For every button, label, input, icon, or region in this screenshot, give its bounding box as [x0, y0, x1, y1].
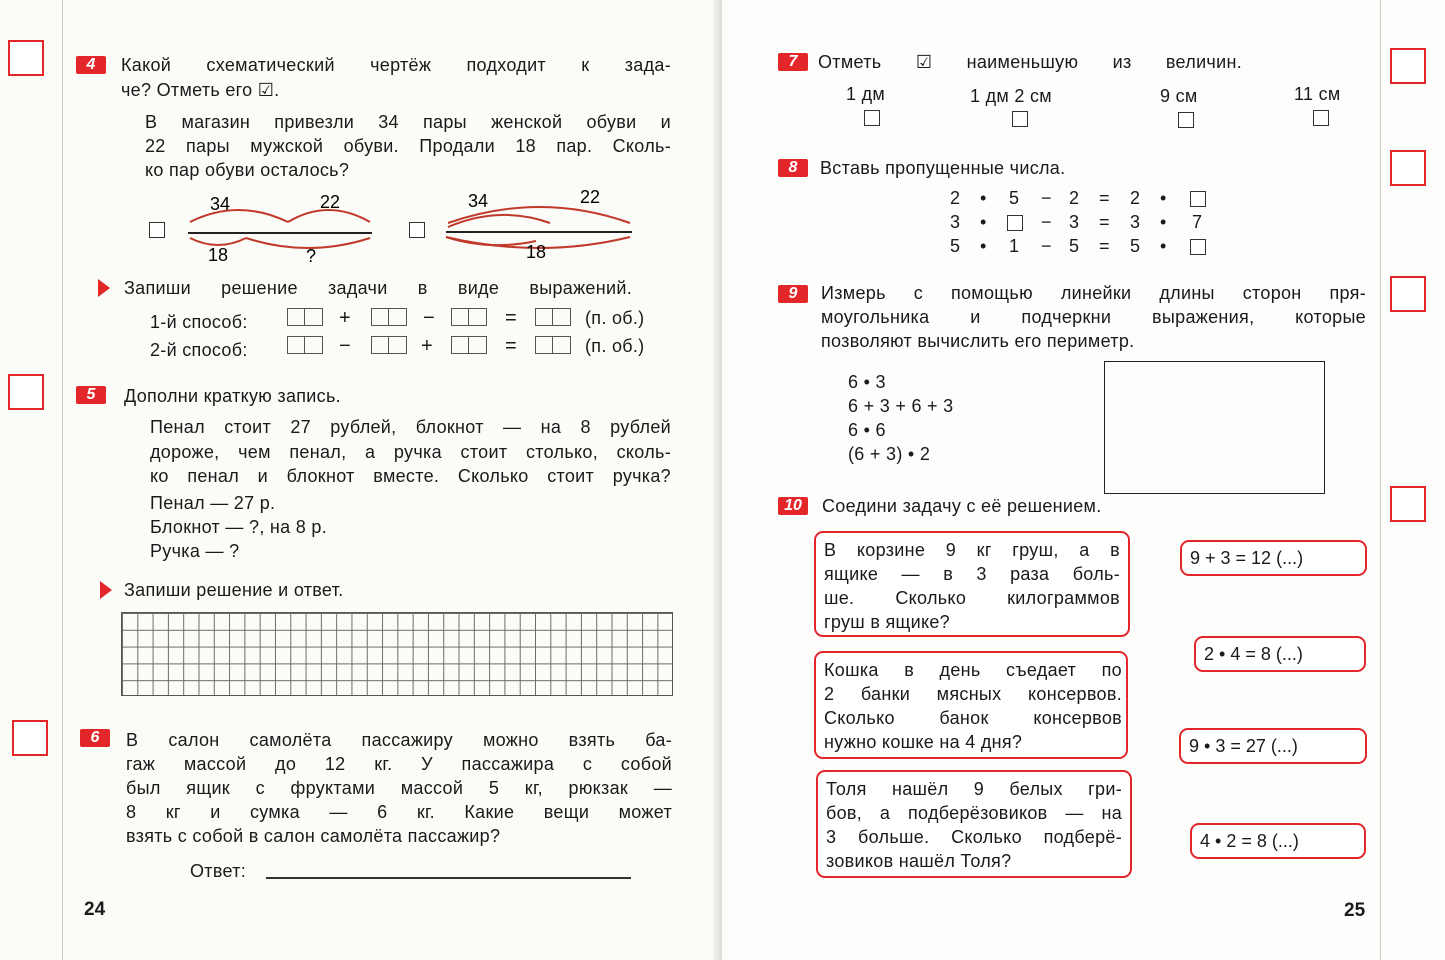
task9-line2: моугольника и подчеркни выражения, которые — [821, 307, 1366, 327]
answer-cell[interactable] — [451, 308, 487, 326]
margin-checkbox[interactable] — [1390, 150, 1426, 186]
instruction-arrow-icon — [100, 581, 112, 599]
task7-title: Отметь ☑ наименьшую из величин. — [818, 52, 1242, 72]
diagram1 — [180, 186, 380, 266]
equation-token: 2 — [1130, 188, 1141, 208]
task6-line2: гаж массой до 12 кг. У пассажира с собой — [126, 754, 672, 774]
task-number-9: 9 — [778, 285, 808, 303]
equation-token: 2 — [950, 188, 961, 208]
card1-line1: В корзине 9 кг груш, а в — [824, 540, 1120, 560]
short-note-line3: Ручка — ? — [150, 541, 240, 561]
equation-token: = — [1099, 188, 1110, 208]
card3-line3: 3 больше. Сколько подберё- — [826, 827, 1122, 847]
task6-line4: 8 кг и сумка — 6 кг. Какие вещи может — [126, 802, 672, 822]
card3-line4: зовиков нашёл Толя? — [826, 851, 1012, 871]
equation-token: 5 — [950, 236, 961, 256]
equation-token: • — [1160, 212, 1167, 232]
answer-line[interactable] — [266, 877, 631, 879]
diagram2-label-22: 22 — [580, 187, 601, 207]
value-3-checkbox[interactable] — [1178, 112, 1194, 128]
diagram1-label-22: 22 — [320, 192, 341, 212]
task4-problem-line2: 22 пары мужской обуви. Продали 18 пар. Сколь- — [145, 136, 671, 156]
way2-label: 2-й способ: — [150, 340, 248, 360]
page-number-left: 24 — [84, 899, 106, 920]
task4-instruction: Запиши решение задачи в виде выражений. — [124, 278, 632, 298]
measure-rectangle — [1104, 361, 1325, 494]
task9-line3: позволяют вычислить его периметр. — [821, 331, 1135, 351]
equation-token: = — [1099, 212, 1110, 232]
equation-token: 3 — [1130, 212, 1141, 232]
equals-sign: = — [505, 307, 517, 329]
task-number-7: 7 — [778, 53, 808, 71]
equation-token: 1 — [1009, 236, 1020, 256]
equation-token: − — [1041, 188, 1052, 208]
card2-line1: Кошка в день съедает по — [824, 660, 1122, 680]
equation-token: • — [980, 236, 987, 256]
unit-label: (п. об.) — [585, 336, 645, 356]
missing-number-box[interactable] — [1190, 239, 1206, 255]
value-4-checkbox[interactable] — [1313, 110, 1329, 126]
equation-token: 2 — [1069, 188, 1080, 208]
perimeter-expression[interactable]: 6 + 3 + 6 + 3 — [848, 396, 954, 416]
answer-grid[interactable] — [121, 612, 673, 696]
solution-card-3[interactable]: 9 • 3 = 27 (...) — [1179, 728, 1367, 764]
instruction-arrow-icon — [98, 279, 110, 297]
task4-title-line1: Какой схематический чертёж подходит к зада- — [121, 55, 671, 75]
equation-token: − — [1041, 236, 1052, 256]
margin-checkbox[interactable] — [1390, 48, 1426, 84]
task5-title: Дополни краткую запись. — [124, 386, 341, 406]
plus-sign: + — [339, 307, 351, 329]
perimeter-expression[interactable]: 6 • 3 — [848, 372, 886, 392]
answer-cell[interactable] — [535, 336, 571, 354]
diagram2-checkbox[interactable] — [409, 222, 425, 238]
diagram1-label-question: ? — [306, 246, 317, 266]
answer-cell[interactable] — [371, 308, 407, 326]
task4-title-line2: че? Отметь его ☑. — [121, 80, 280, 100]
card2-line3: Сколько банок консервов — [824, 708, 1122, 728]
task-number-8: 8 — [778, 159, 808, 177]
problem-card-2[interactable] — [814, 651, 1128, 759]
card1-line4: груш в ящике? — [824, 612, 950, 632]
margin-checkbox[interactable] — [1390, 486, 1426, 522]
equation-token: 3 — [1069, 212, 1080, 232]
answer-label: Ответ: — [190, 861, 247, 881]
equals-sign: = — [505, 335, 517, 357]
task-number-6: 6 — [80, 729, 110, 747]
margin-checkbox[interactable] — [12, 720, 48, 756]
answer-cell[interactable] — [371, 336, 407, 354]
task6-line3: был ящик с фруктами массой 5 кг, рюкзак — — [126, 778, 672, 798]
card3-line1: Толя нашёл 9 белых гри- — [826, 779, 1122, 799]
problem-card-1[interactable] — [814, 531, 1130, 637]
task4-problem-line3: ко пар обуви осталось? — [145, 160, 350, 180]
diagram2-label-34: 34 — [468, 191, 489, 211]
left-page — [0, 0, 722, 960]
missing-number-box[interactable] — [1190, 191, 1206, 207]
missing-number-box[interactable] — [1007, 215, 1023, 231]
diagram1-label-34: 34 — [210, 194, 231, 214]
right-page — [722, 0, 1445, 960]
diagram1-label-18: 18 — [208, 245, 229, 265]
value-1-checkbox[interactable] — [864, 110, 880, 126]
task5-problem-line2: дороже, чем пенал, а ручка стоит столько, сколь- — [150, 442, 671, 462]
card2-line4: нужно кошке на 4 дня? — [824, 732, 1023, 752]
task5-problem-line1: Пенал стоит 27 рублей, блокнот — на 8 рублей — [150, 417, 671, 437]
margin-checkbox[interactable] — [8, 40, 44, 76]
equation-token: 3 — [950, 212, 961, 232]
task6-line1: В салон самолёта пассажиру можно взять ба- — [126, 730, 672, 750]
equation-token: • — [980, 188, 987, 208]
plus-sign: + — [421, 335, 433, 357]
way1-label: 1-й способ: — [150, 312, 248, 332]
task5-instruction: Запиши решение и ответ. — [124, 580, 344, 600]
answer-cell[interactable] — [287, 308, 323, 326]
value-4: 11 см — [1294, 84, 1341, 104]
equation-token: − — [1041, 212, 1052, 232]
short-note-line2: Блокнот — ?, на 8 р. — [150, 517, 327, 537]
card1-line2: ящике — в 3 раза боль- — [824, 564, 1120, 584]
task9-line1: Измерь с помощью линейки длины сторон пря- — [821, 283, 1366, 303]
diagram2-label-18: 18 — [526, 242, 547, 262]
equation-token: 5 — [1069, 236, 1080, 256]
unit-label: (п. об.) — [585, 308, 645, 328]
page-number-right: 25 — [1344, 900, 1366, 921]
card3-line2: бов, а подберёзовиков — на — [826, 803, 1122, 823]
value-1: 1 дм — [846, 84, 886, 104]
equation-token: • — [980, 212, 987, 232]
task-number-4: 4 — [76, 56, 106, 74]
solution-card-2[interactable]: 2 • 4 = 8 (...) — [1194, 636, 1366, 672]
task8-title: Вставь пропущенные числа. — [820, 158, 1066, 178]
task10-title: Соедини задачу с её решением. — [822, 496, 1102, 516]
left-edge-line — [62, 0, 63, 960]
equation-token: 5 — [1130, 236, 1141, 256]
minus-sign: − — [423, 307, 435, 329]
equation-token: • — [1160, 188, 1167, 208]
diagram1-checkbox[interactable] — [149, 222, 165, 238]
diagram2 — [440, 183, 640, 263]
perimeter-expression[interactable]: 6 • 6 — [848, 420, 886, 440]
problem-card-3[interactable] — [816, 770, 1132, 878]
right-edge-line — [1380, 0, 1381, 960]
value-3: 9 см — [1160, 86, 1198, 106]
answer-cell[interactable] — [287, 336, 323, 354]
task4-problem-line1: В магазин привезли 34 пары женской обуви и — [145, 112, 671, 132]
short-note-line1: Пенал — 27 р. — [150, 493, 276, 513]
equation-token: • — [1160, 236, 1167, 256]
card1-line3: ше. Сколько килограммов — [824, 588, 1120, 608]
minus-sign: − — [339, 335, 351, 357]
solution-card-1[interactable]: 9 + 3 = 12 (...) — [1180, 540, 1367, 576]
solution-card-4[interactable]: 4 • 2 = 8 (...) — [1190, 823, 1366, 859]
answer-cell[interactable] — [535, 308, 571, 326]
value-2: 1 дм 2 см — [970, 86, 1052, 106]
margin-checkbox[interactable] — [1390, 276, 1426, 312]
equation-token: 7 — [1192, 212, 1203, 232]
card2-line2: 2 банки мясных консервов. — [824, 684, 1122, 704]
answer-cell[interactable] — [451, 336, 487, 354]
value-2-checkbox[interactable] — [1012, 111, 1028, 127]
margin-checkbox[interactable] — [8, 374, 44, 410]
task-number-10: 10 — [778, 497, 808, 515]
task-number-5: 5 — [76, 386, 106, 404]
equation-token: = — [1099, 236, 1110, 256]
task6-line5: взять с собой в салон самолёта пассажир? — [126, 826, 501, 846]
task5-problem-line3: ко пенал и блокнот вместе. Сколько стоит ручка? — [150, 466, 671, 486]
equation-token: 5 — [1009, 188, 1020, 208]
perimeter-expression[interactable]: (6 + 3) • 2 — [848, 444, 931, 464]
